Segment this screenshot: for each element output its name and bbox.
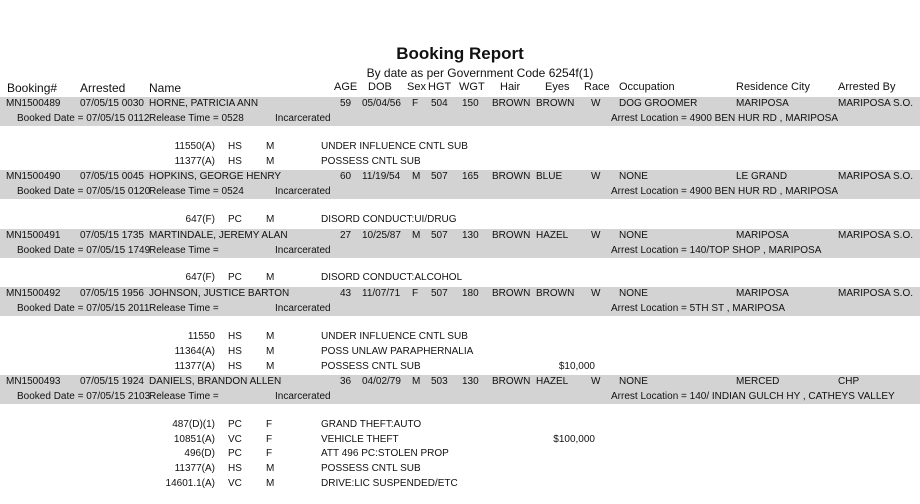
charge-code: 647(F) (185, 214, 215, 225)
custody-status: Incarcerated (275, 303, 331, 314)
charge-type: PC (228, 272, 242, 283)
arrest-location: Arrest Location = 4900 BEN HUR RD , MARIPOSA (611, 186, 839, 197)
charge-level: M (266, 214, 275, 225)
residence-city: MARIPOSA (736, 98, 789, 109)
charge-code: 647(F) (185, 272, 215, 283)
charge-description: POSSESS CNTL SUB (321, 361, 421, 372)
charge-code: 11377(A) (174, 463, 215, 474)
release-time: Release Time = (149, 391, 219, 402)
person-name: MARTINDALE, JEREMY ALAN (149, 230, 288, 241)
charge-level: M (266, 156, 275, 167)
col-header-dob: DOB (368, 81, 392, 93)
dob: 05/04/56 (362, 98, 401, 109)
occupation: NONE (619, 376, 648, 387)
charge-type: HS (228, 361, 242, 372)
sex: F (412, 98, 419, 109)
charge-level: F (266, 434, 273, 445)
custody-status: Incarcerated (275, 113, 331, 124)
charge-level: M (266, 331, 275, 342)
charge-type: HS (228, 141, 242, 152)
eyes: HAZEL (536, 230, 569, 241)
charge-description: POSS UNLAW PARAPHERNALIA (321, 346, 474, 357)
col-header-eyes: Eyes (545, 81, 570, 93)
weight: 165 (462, 171, 479, 182)
height: 507 (431, 171, 448, 182)
race: W (591, 98, 601, 109)
sex: M (412, 171, 421, 182)
report-title: Booking Report (396, 44, 524, 63)
person-name: HOPKINS, GEORGE HENRY (149, 171, 282, 182)
booked-date: Booked Date = 07/05/15 0112 (17, 113, 150, 124)
race: W (591, 288, 601, 299)
release-time: Release Time = 0524 (149, 186, 244, 197)
hair: BROWN (492, 230, 531, 241)
race: W (591, 171, 601, 182)
charge-code: 11364(A) (174, 346, 215, 357)
charge-description: DRIVE:LIC SUSPENDED/ETC (321, 478, 458, 489)
col-header-name: Name (149, 81, 182, 95)
age: 43 (340, 288, 352, 299)
hair: BROWN (492, 376, 531, 387)
booked-date: Booked Date = 07/05/15 1749 (17, 245, 151, 256)
occupation: NONE (619, 230, 648, 241)
charge-code: 11377(A) (174, 361, 215, 372)
eyes: BROWN (536, 288, 575, 299)
release-time: Release Time = (149, 245, 219, 256)
weight: 150 (462, 98, 479, 109)
charge-description: VEHICLE THEFT (321, 434, 399, 445)
release-time: Release Time = 0528 (149, 113, 244, 124)
col-header-arrested: Arrested (80, 81, 126, 95)
residence-city: MARIPOSA (736, 288, 789, 299)
person-name: HORNE, PATRICIA ANN (149, 98, 259, 109)
residence-city: LE GRAND (736, 171, 788, 182)
residence-city: MARIPOSA (736, 230, 789, 241)
charge-code: 14601.1(A) (165, 478, 215, 489)
charge-description: GRAND THEFT:AUTO (321, 419, 422, 430)
height: 507 (431, 288, 448, 299)
charge-level: M (266, 463, 275, 474)
hair: BROWN (492, 171, 531, 182)
charge-level: M (266, 346, 275, 357)
charge-level: M (266, 478, 275, 489)
booked-date: Booked Date = 07/05/15 0120 (17, 186, 151, 197)
booking-number: MN1500489 (6, 98, 61, 109)
release-time: Release Time = (149, 303, 219, 314)
weight: 130 (462, 376, 479, 387)
col-header-wgt: WGT (459, 81, 485, 93)
col-header-age: AGE (334, 81, 358, 93)
arrested-datetime: 07/05/15 0030 (80, 98, 144, 109)
weight: 130 (462, 230, 479, 241)
person-name: DANIELS, BRANDON ALLEN (149, 376, 282, 387)
eyes: BROWN (536, 98, 575, 109)
booking-number: MN1500493 (6, 376, 61, 387)
col-header-race: Race (584, 81, 610, 93)
race: W (591, 376, 601, 387)
residence-city: MERCED (736, 376, 780, 387)
report-subtitle: By date as per Government Code 6254f(1) (366, 66, 594, 80)
col-header-booking: Booking# (7, 81, 58, 95)
charge-code: 11377(A) (174, 156, 215, 167)
arrested-by: MARIPOSA S.O. (838, 171, 914, 182)
arrested-by: MARIPOSA S.O. (838, 230, 914, 241)
bail-amount: $100,000 (553, 434, 595, 445)
age: 27 (340, 230, 352, 241)
custody-status: Incarcerated (275, 186, 331, 197)
charge-level: F (266, 419, 273, 430)
bail-amount: $10,000 (558, 361, 595, 372)
booked-date: Booked Date = 07/05/15 2011 (17, 303, 150, 314)
charge-description: DISORD CONDUCT:UI/DRUG (321, 214, 457, 225)
arrested-by: CHP (838, 376, 860, 387)
charge-description: POSSESS CNTL SUB (321, 463, 421, 474)
age: 59 (340, 98, 352, 109)
charge-level: M (266, 361, 275, 372)
sex: F (412, 288, 419, 299)
charge-type: PC (228, 448, 242, 459)
charge-type: VC (228, 434, 242, 445)
height: 504 (431, 98, 448, 109)
eyes: BLUE (536, 171, 563, 182)
col-header-arrested-by: Arrested By (838, 81, 896, 93)
booking-number: MN1500492 (6, 288, 61, 299)
booked-date: Booked Date = 07/05/15 2103 (17, 391, 151, 402)
col-header-sex: Sex (407, 81, 426, 93)
hair: BROWN (492, 98, 531, 109)
charge-code: 496(D) (184, 448, 215, 459)
charge-code: 11550 (187, 331, 215, 342)
custody-status: Incarcerated (275, 245, 331, 256)
charge-level: M (266, 141, 275, 152)
charge-description: POSSESS CNTL SUB (321, 156, 421, 167)
occupation: DOG GROOMER (619, 98, 698, 109)
arrested-datetime: 07/05/15 1735 (80, 230, 144, 241)
charge-description: ATT 496 PC:STOLEN PROP (321, 448, 449, 459)
arrest-location: Arrest Location = 5TH ST , MARIPOSA (611, 303, 786, 314)
height: 503 (431, 376, 448, 387)
eyes: HAZEL (536, 376, 569, 387)
booking-number: MN1500491 (6, 230, 61, 241)
occupation: NONE (619, 171, 648, 182)
dob: 11/19/54 (362, 171, 401, 182)
dob: 10/25/87 (362, 230, 401, 241)
arrested-by: MARIPOSA S.O. (838, 288, 914, 299)
arrest-location: Arrest Location = 4900 BEN HUR RD , MARIPOSA (611, 113, 839, 124)
arrested-datetime: 07/05/15 0045 (80, 171, 144, 182)
charge-code: 487(D)(1) (172, 419, 215, 430)
charge-type: HS (228, 331, 242, 342)
charge-code: 11550(A) (174, 141, 215, 152)
dob: 04/02/79 (362, 376, 401, 387)
arrest-location: Arrest Location = 140/TOP SHOP , MARIPOSA (611, 245, 822, 256)
arrest-location: Arrest Location = 140/ INDIAN GULCH HY , CATHEYS VALLEY (611, 391, 895, 402)
charge-level: M (266, 272, 275, 283)
arrested-datetime: 07/05/15 1924 (80, 376, 144, 387)
charge-code: 10851(A) (173, 434, 215, 445)
charge-type: HS (228, 346, 242, 357)
col-header-occupation: Occupation (619, 81, 675, 93)
sex: M (412, 230, 421, 241)
custody-status: Incarcerated (275, 391, 331, 402)
col-header-hair: Hair (500, 81, 521, 93)
height: 507 (431, 230, 448, 241)
charge-type: PC (228, 214, 242, 225)
arrested-datetime: 07/05/15 1956 (80, 288, 144, 299)
age: 60 (340, 171, 352, 182)
age: 36 (340, 376, 352, 387)
sex: M (412, 376, 421, 387)
charge-description: DISORD CONDUCT:ALCOHOL (321, 272, 463, 283)
charge-description: UNDER INFLUENCE CNTL SUB (321, 141, 468, 152)
booking-number: MN1500490 (6, 171, 61, 182)
charge-type: VC (228, 478, 242, 489)
charge-description: UNDER INFLUENCE CNTL SUB (321, 331, 468, 342)
weight: 180 (462, 288, 479, 299)
charge-type: PC (228, 419, 242, 430)
col-header-residence-city: Residence City (736, 81, 810, 93)
occupation: NONE (619, 288, 648, 299)
col-header-hgt: HGT (428, 81, 452, 93)
dob: 11/07/71 (362, 288, 401, 299)
person-name: JOHNSON, JUSTICE BARTON (149, 288, 290, 299)
arrested-by: MARIPOSA S.O. (838, 98, 914, 109)
charge-type: HS (228, 156, 242, 167)
hair: BROWN (492, 288, 531, 299)
race: W (591, 230, 601, 241)
charge-level: F (266, 448, 273, 459)
charge-type: HS (228, 463, 242, 474)
